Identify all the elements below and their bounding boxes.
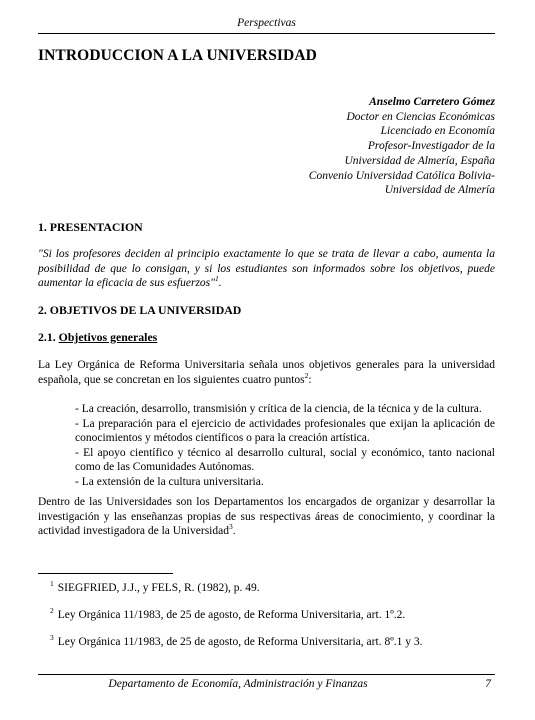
footnote — [50, 633, 423, 648]
closing-paragraph — [38, 495, 495, 539]
page-number: 7 — [485, 678, 491, 690]
footnote-ref: 2 — [304, 370, 309, 380]
footnote-number: 3 — [50, 633, 54, 643]
author-block — [309, 95, 495, 198]
footer-rule — [38, 674, 495, 675]
author-name: Anselmo Carretero Gómez — [369, 96, 495, 108]
list-item: - La creación, desarrollo, transmisión y crítica de la ciencia, de la técnica y de la cultura. — [75, 403, 482, 415]
quote-end: . — [218, 277, 222, 290]
list-item: - La extensión de la cultura universitaria. — [75, 475, 264, 488]
intro-text: La Ley Orgánica de Reforma Universitaria señala unos objetivos generales para la universidad española, que se concretan en los siguientes cuatro puntos — [38, 359, 495, 386]
subsection-title: Objetivos generales — [58, 330, 158, 344]
running-header: Perspectivas — [237, 17, 296, 29]
section-heading-objetivos: 2. OBJETIVOS DE LA UNIVERSIDAD — [38, 303, 242, 317]
article-title: INTRODUCCION A LA UNIVERSIDAD — [38, 47, 317, 64]
author-credential: Licenciado en Economía — [380, 125, 495, 138]
footnote-text: Ley Orgánica 11/1983, de 25 de agosto, de Reforma Universitaria, art. 1º.2. — [57, 609, 406, 621]
author-credential: Profesor-Investigador de la — [367, 140, 495, 153]
footnote-rule — [38, 573, 173, 574]
list-item: - La preparación para el ejercicio de actividades profesionales que exijan la aplicación de conocimientos y métodos científicos o para la creación artística. — [75, 417, 495, 445]
subsection-number: 2.1. — [38, 330, 56, 344]
closing-text: Dentro de las Universidades son los Departamentos los encargados de organizar y desarrollar la investigación y las enseñanzas propias de sus respectivas áreas de conocimiento, y coordinar la actividad investigadora de la Universidad — [38, 496, 495, 538]
list-item: - El apoyo científico y técnico al desarrollo cultural, social y económico, tanto nacional como de las Comunidades Autónomas. — [75, 446, 495, 474]
section-heading-presentacion: 1. PRESENTACION — [38, 220, 143, 234]
header-rule — [38, 33, 495, 34]
quote-text: "Si los profesores deciden al principio exactamente lo que se trata de llevar a cabo, aumenta la posibilidad de que lo consigan, y si los estudiantes son informados sobre los objetivos, puede aumentar la eficacia de sus esfuerzos" — [38, 248, 495, 290]
footnote — [50, 579, 260, 594]
footnote-number: 2 — [50, 606, 54, 616]
intro-paragraph — [38, 358, 495, 387]
footnote-text: SIEGFRIED, J.J., y FELS, R. (1982), p. 49. — [57, 582, 260, 594]
footnote-number: 1 — [50, 579, 54, 589]
intro-end: : — [308, 373, 312, 386]
author-credential: Universidad de Almería — [384, 184, 495, 197]
author-credential: Doctor en Ciencias Económicas — [346, 110, 495, 123]
objectives-list — [75, 402, 495, 490]
author-credential: Convenio Universidad Católica Bolivia- — [308, 169, 495, 182]
subsection-heading — [38, 330, 157, 345]
opening-quote — [38, 247, 495, 291]
footnote-text: Ley Orgánica 11/1983, de 25 de agosto, de Reforma Universitaria, art. 8º.1 y 3. — [57, 636, 423, 648]
author-credential: Universidad de Almería, España — [344, 154, 495, 167]
footnote-ref: 3 — [228, 522, 233, 532]
closing-end: . — [232, 525, 236, 538]
footnote-ref: 1 — [215, 274, 219, 284]
footer-department: Departamento de Economía, Administración y Finanzas — [108, 678, 368, 690]
footnote — [50, 606, 406, 621]
